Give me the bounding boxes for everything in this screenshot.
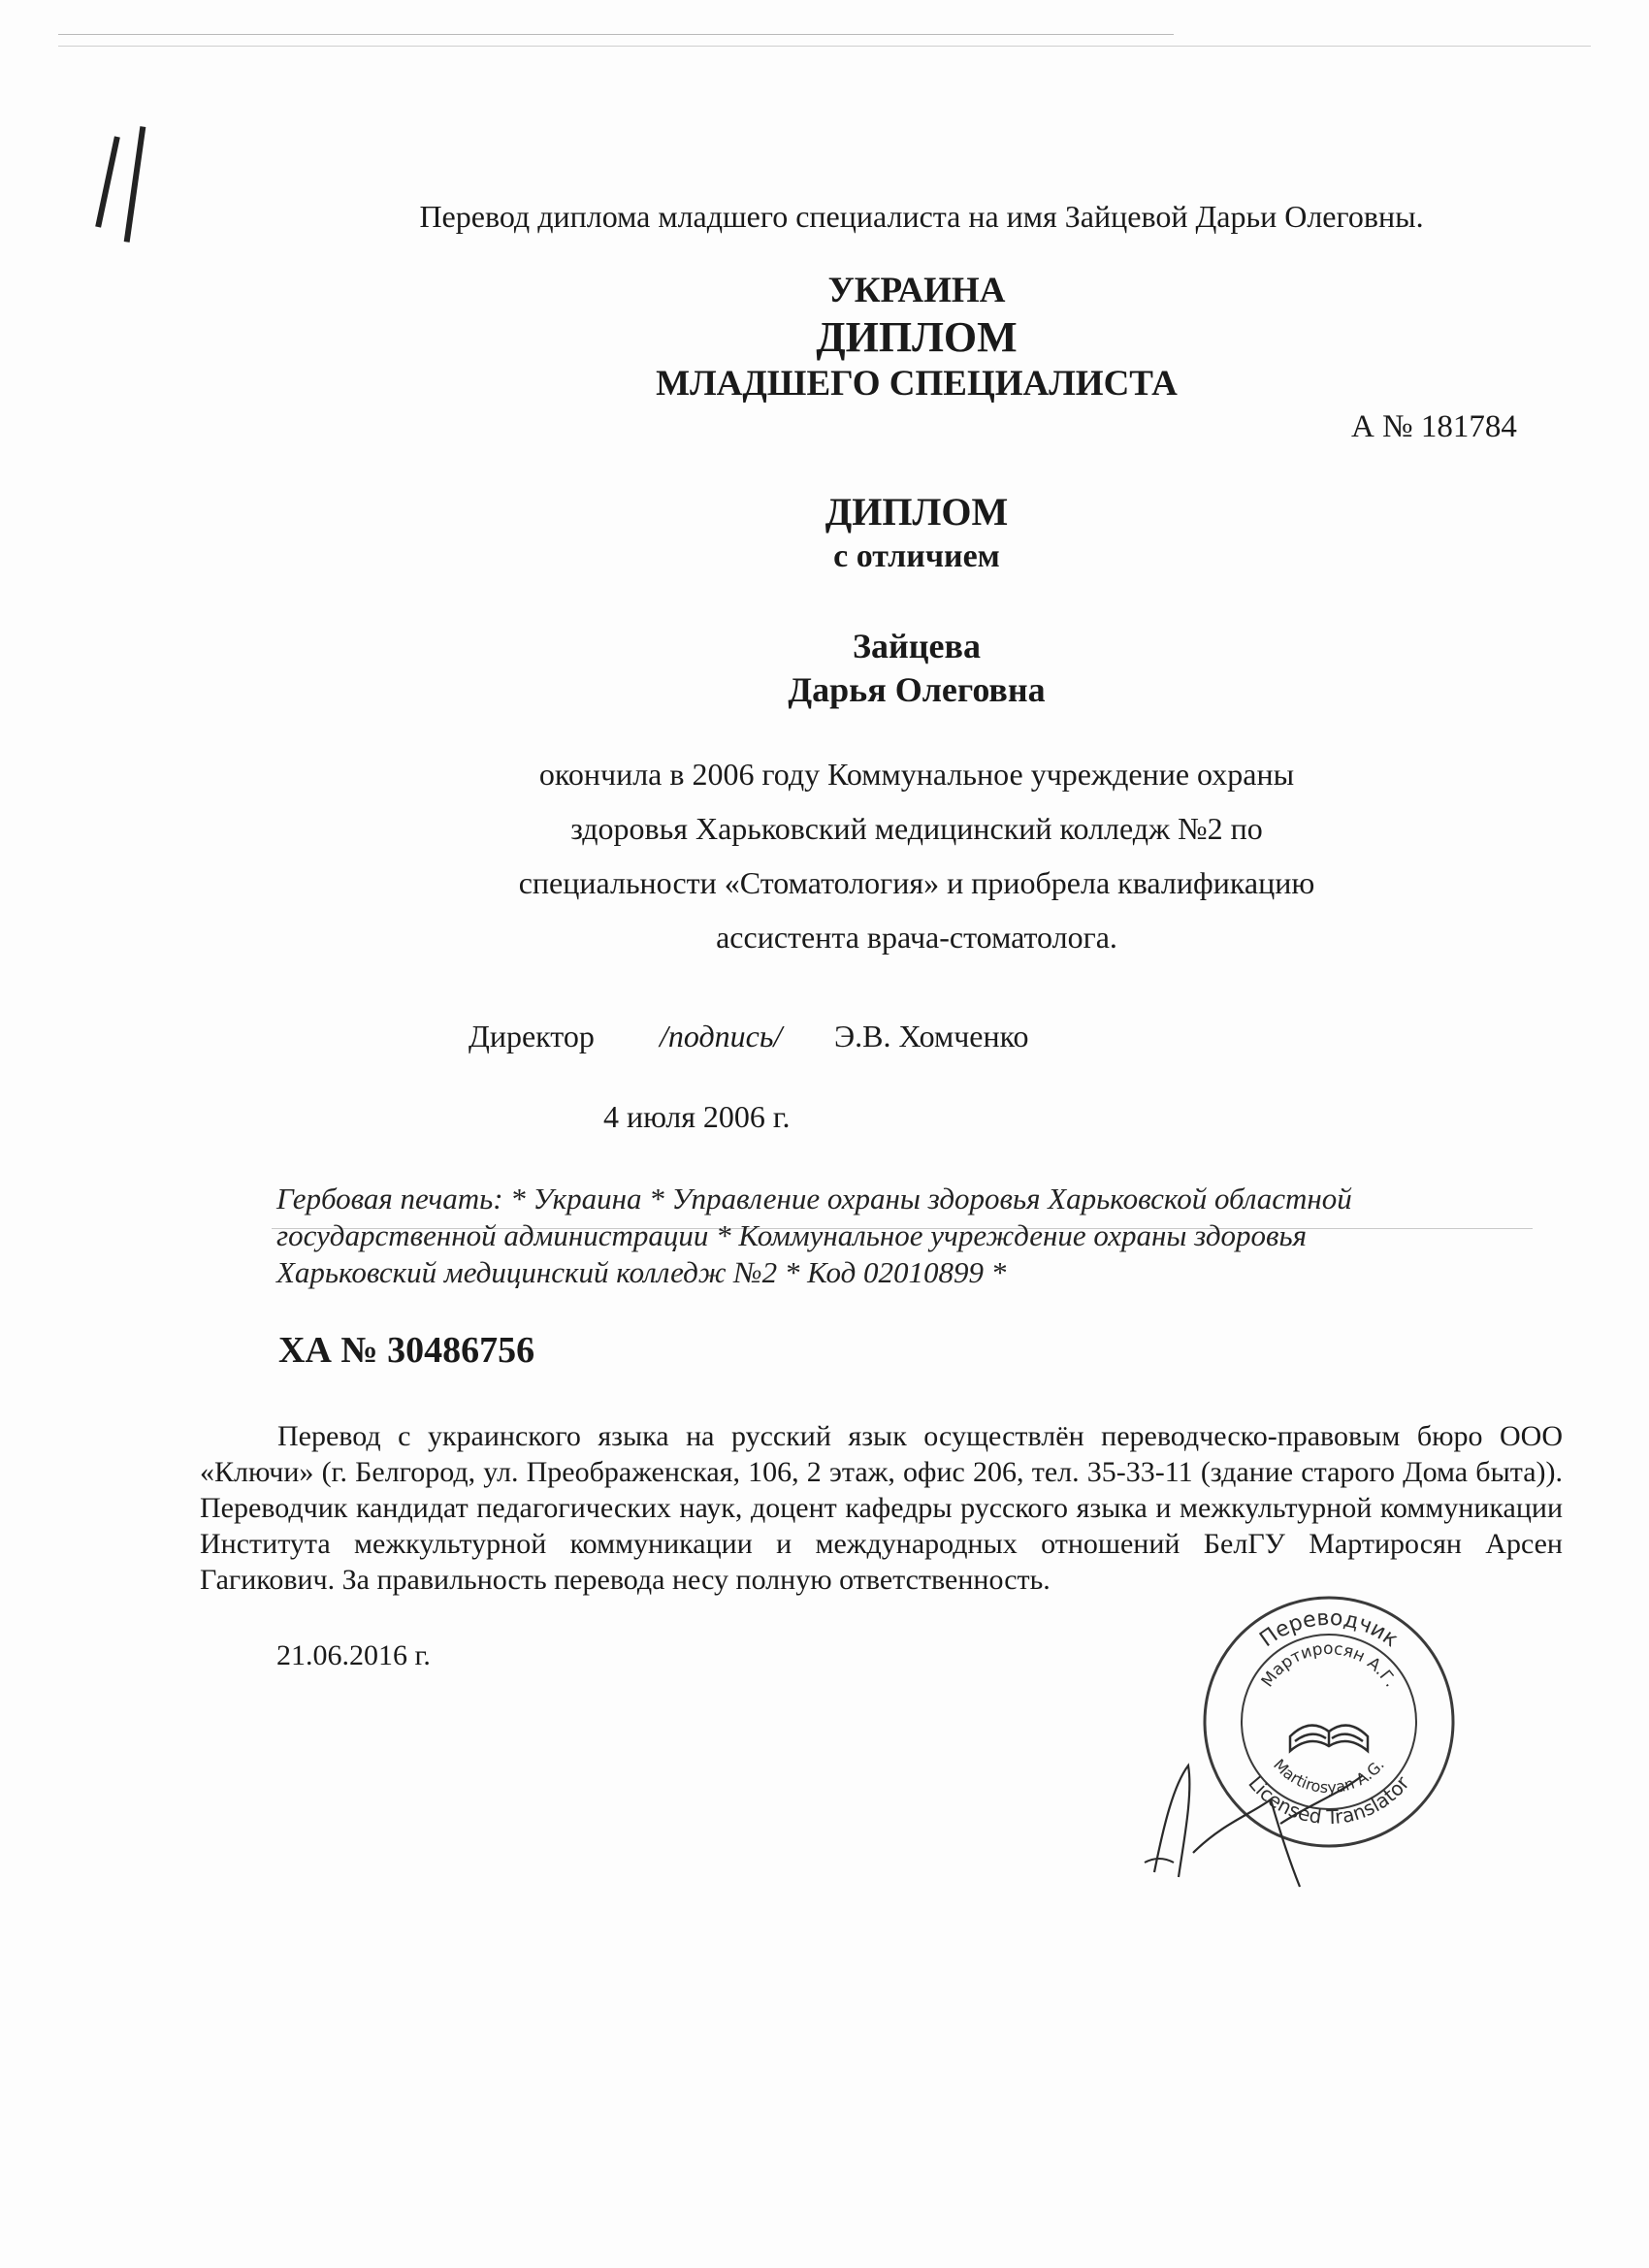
stamp-text-bottom: Licensed Translator bbox=[1244, 1771, 1414, 1830]
honors-label: с отличием bbox=[833, 538, 1000, 574]
director-signature: /подпись/ bbox=[660, 1019, 783, 1053]
diploma-title-repeat: ДИПЛОМ bbox=[824, 490, 1009, 534]
scan-artifact bbox=[58, 46, 1591, 47]
seal-line: Гербовая печать: * Украина * Управление охраны здоровья Харьковской областной bbox=[276, 1182, 1352, 1215]
stamp-text-en: Martirosyan A.G. bbox=[1270, 1755, 1388, 1798]
supplement-number: ХА № 30486756 bbox=[278, 1330, 535, 1371]
stamp-text-top: Переводчик bbox=[1255, 1605, 1403, 1653]
scan-artifact bbox=[58, 34, 1174, 35]
diploma-body-line: ассистента врача-стоматолога. bbox=[716, 920, 1117, 955]
translation-header: Перевод диплома младшего специалиста на имя Зайцевой Дарьи Олеговны. bbox=[419, 199, 1424, 234]
country-title: УКРАИНА bbox=[827, 271, 1006, 310]
diploma-title: ДИПЛОМ bbox=[816, 313, 1018, 361]
translator-statement: Перевод с украинского языка на русский язык осуществлён переводческо-правовым бюро ООО «Ключи» (г. Белгород, ул. Преображенская, 106, 2 этаж, офис 206, тел. 35-33-11 (здание старого Дома быта)). Переводчик кандидат педагогических наук, доцент кафедры русского языка и межкультурной коммуникации Института межкультурной коммуникации и международных отношений БелГУ Мартиросян Арсен Гагикович. За правильность перевода несу полную ответственность. bbox=[200, 1420, 1563, 1596]
diploma-subtitle: МЛАДШЕГО СПЕЦИАЛИСТА bbox=[656, 364, 1178, 404]
translator-signature bbox=[1135, 1707, 1377, 1901]
diploma-body-line: специальности «Стоматология» и приобрела квалификацию bbox=[518, 865, 1315, 900]
diploma-body-line: здоровья Харьковский медицинский колледж №2 по bbox=[570, 811, 1263, 846]
seal-description bbox=[276, 1181, 1567, 1291]
stamp-text-ru: Мартиросян А.Г. bbox=[1257, 1638, 1401, 1691]
director-title: Директор bbox=[469, 1019, 595, 1053]
director-name: Э.В. Хомченко bbox=[834, 1019, 1029, 1053]
seal-line: государственной администрации * Коммунальное учреждение охраны здоровья bbox=[276, 1218, 1307, 1252]
seal-line: Харьковский медицинский колледж №2 * Код 02010899 * bbox=[276, 1255, 1007, 1289]
holder-surname: Зайцева bbox=[853, 627, 981, 665]
issue-date: 4 июля 2006 г. bbox=[603, 1099, 791, 1134]
diploma-body-line: окончила в 2006 году Коммунальное учреждение охраны bbox=[538, 757, 1295, 792]
svg-text:Мартиросян А.Г. bbox=[1258, 1639, 1401, 1691]
holder-given-names: Дарья Олеговна bbox=[788, 670, 1046, 709]
diploma-series-number: А № 181784 bbox=[1351, 409, 1517, 444]
translation-date: 21.06.2016 г. bbox=[276, 1639, 431, 1671]
